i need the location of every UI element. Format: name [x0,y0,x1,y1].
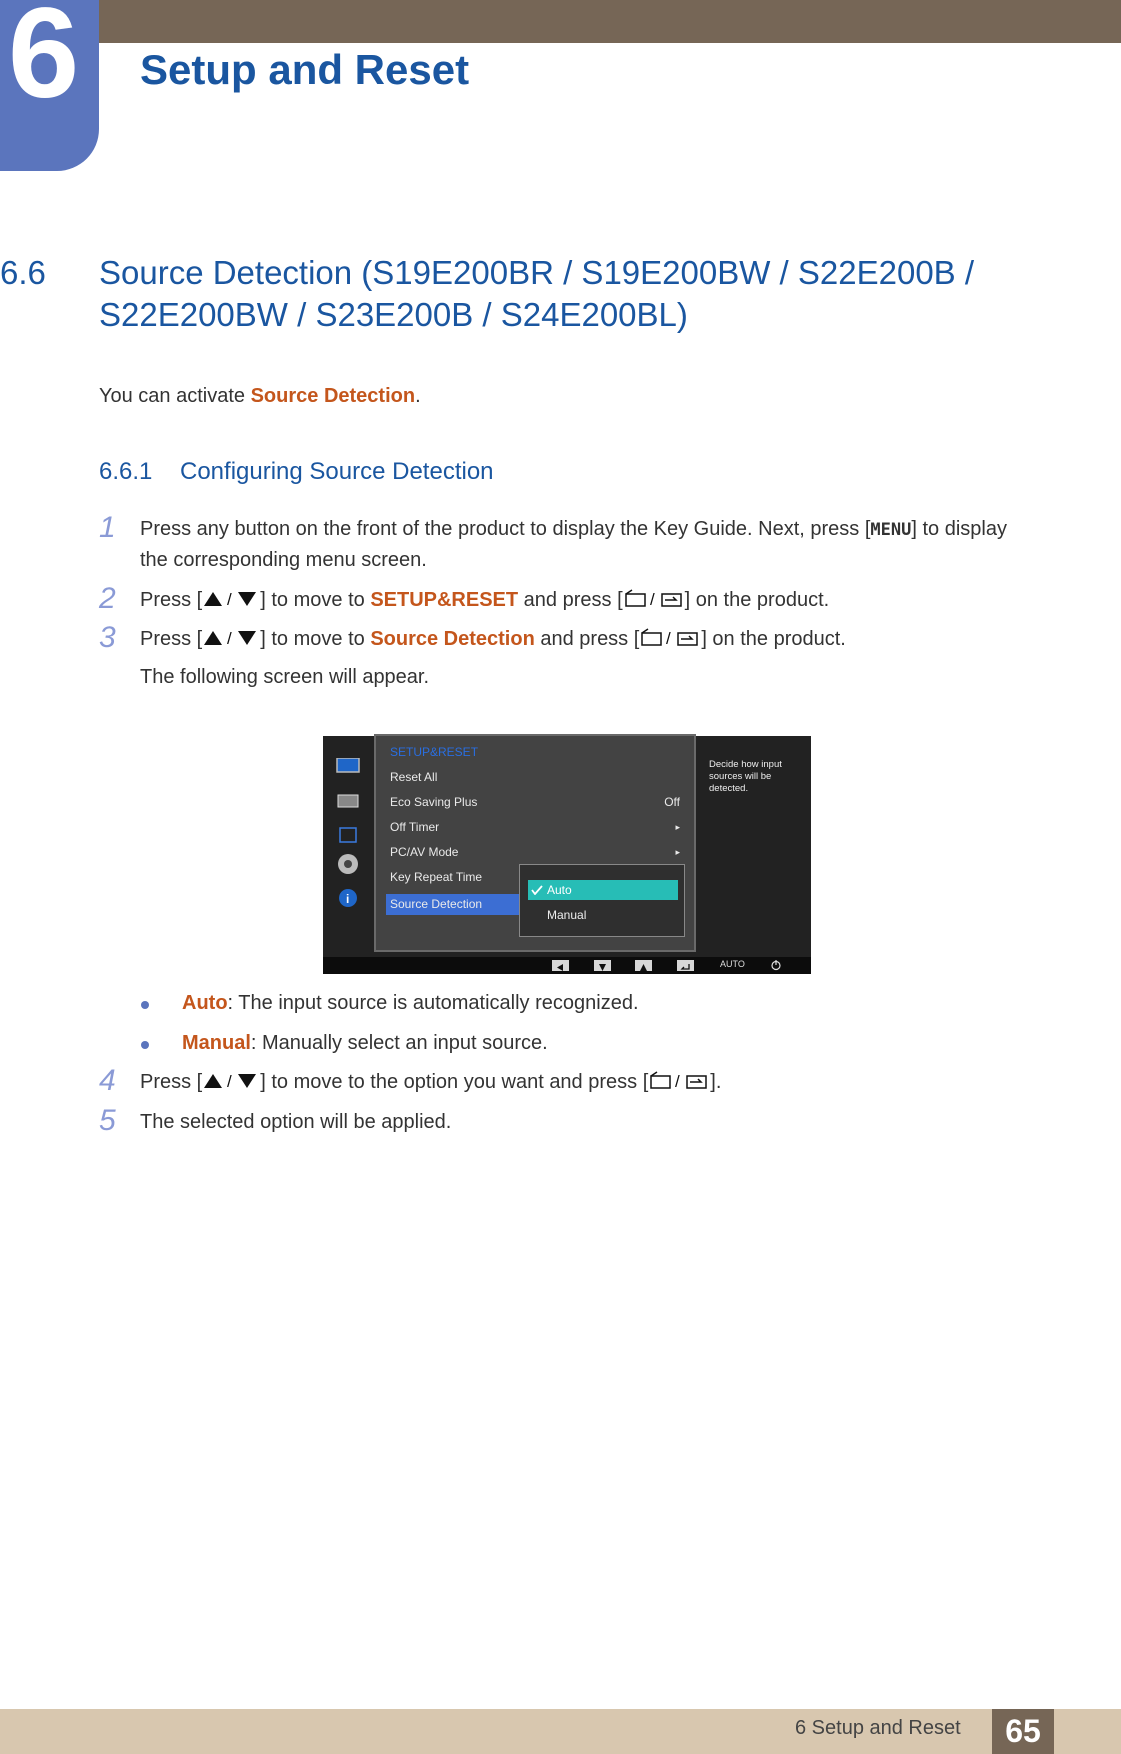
up-down-arrow-icon [202,1071,260,1097]
svg-text:/: / [649,590,655,609]
osd-item-source-detection[interactable]: Source Detection [390,897,483,911]
nav-auto-label: AUTO [720,959,745,969]
step-4-number: 4 [99,1064,116,1097]
picture-icon [337,758,359,772]
osd-menu-header: SETUP&RESET [390,745,479,759]
section-number: 6.6 [0,254,46,291]
svg-text:/: / [666,629,672,648]
step-3-highlight: Source Detection [370,628,535,650]
bullet-manual: Manual: Manually select an input source. [182,1032,548,1054]
step-5-number: 5 [99,1104,116,1137]
osd-help-text: Decide how input sources will be detected. [709,759,782,794]
section-title: Source Detection (S19E200BR / S19E200BW / S22E200B / S22E200BW / S23E200B / S24E200BL) [99,254,975,333]
step-3-text: Press [ / ] to move to Source Detection and press [ / ] on the product. [140,627,846,654]
osd-item-eco-saving-plus[interactable]: Eco Saving Plus Off [390,795,680,809]
source-enter-icon [648,1071,710,1097]
nav-down-key [594,960,611,971]
svg-text:/: / [227,1072,232,1091]
chapter-number: 6 [8,0,80,125]
osd-item-pc-av-mode[interactable]: PC/AV Mode ▸ [390,845,680,859]
menu-key-label: MENU [870,520,912,540]
screen-icon [338,795,358,807]
subsection-title: Configuring Source Detection [180,458,494,485]
top-banner [98,0,1121,43]
intro-paragraph: You can activate Source Detection. [99,385,421,407]
step-2-number: 2 [99,582,116,615]
osd-category-icons [335,758,361,908]
up-down-arrow-icon [202,589,260,615]
osd-item-key-repeat-time[interactable]: Key Repeat Time [390,870,483,884]
osd-submenu [519,864,685,937]
step-1-number: 1 [99,511,116,544]
bullet-dot [141,1041,149,1049]
step-2-text: Press [ / ] to move to SETUP&RESET and press [ / ] on the product. [140,588,829,615]
osd-option-auto[interactable]: Auto [547,883,572,897]
nav-left-key [552,960,569,971]
source-enter-icon [639,628,701,654]
power-icon [770,959,782,971]
svg-text:i: i [346,892,350,906]
step-1-text-line2: the corresponding menu screen. [140,549,427,571]
chapter-title: Setup and Reset [140,46,470,93]
osd-item-off-timer[interactable]: Off Timer ▸ [390,820,680,834]
subsection-number: 6.6.1 [99,458,153,485]
position-icon [340,828,356,842]
svg-text:/: / [227,590,232,609]
source-enter-icon [623,589,685,615]
step-1-text: Press any button on the front of the product to display the Key Guide. Next, press [MENU] to display [140,518,1007,540]
nav-enter-key [677,960,694,971]
osd-key-guide-bar [323,957,811,974]
step-3-note: The following screen will appear. [140,666,430,688]
osd-option-manual[interactable]: Manual [547,908,587,922]
svg-text:/: / [227,629,232,648]
chapter-tab [0,0,99,171]
up-down-arrow-icon [202,628,260,654]
bullet-dot [141,1001,149,1009]
bullet-auto: Auto: The input source is automatically recognized. [182,992,639,1014]
svg-text:/: / [675,1072,680,1091]
nav-up-key [635,960,652,971]
check-icon [531,885,543,895]
intro-highlight: Source Detection [250,385,416,407]
osd-item-reset-all[interactable]: Reset All [390,770,438,784]
step-2-highlight: SETUP&RESET [370,589,519,611]
step-3-number: 3 [99,621,116,654]
step-5-text: The selected option will be applied. [140,1111,452,1133]
footer-chapter-label: 6 Setup and Reset [795,1717,961,1739]
step-4-text: Press [ / ] to move to the option you want and press [ / ]. [140,1070,721,1097]
page-number: 65 [992,1709,1054,1754]
